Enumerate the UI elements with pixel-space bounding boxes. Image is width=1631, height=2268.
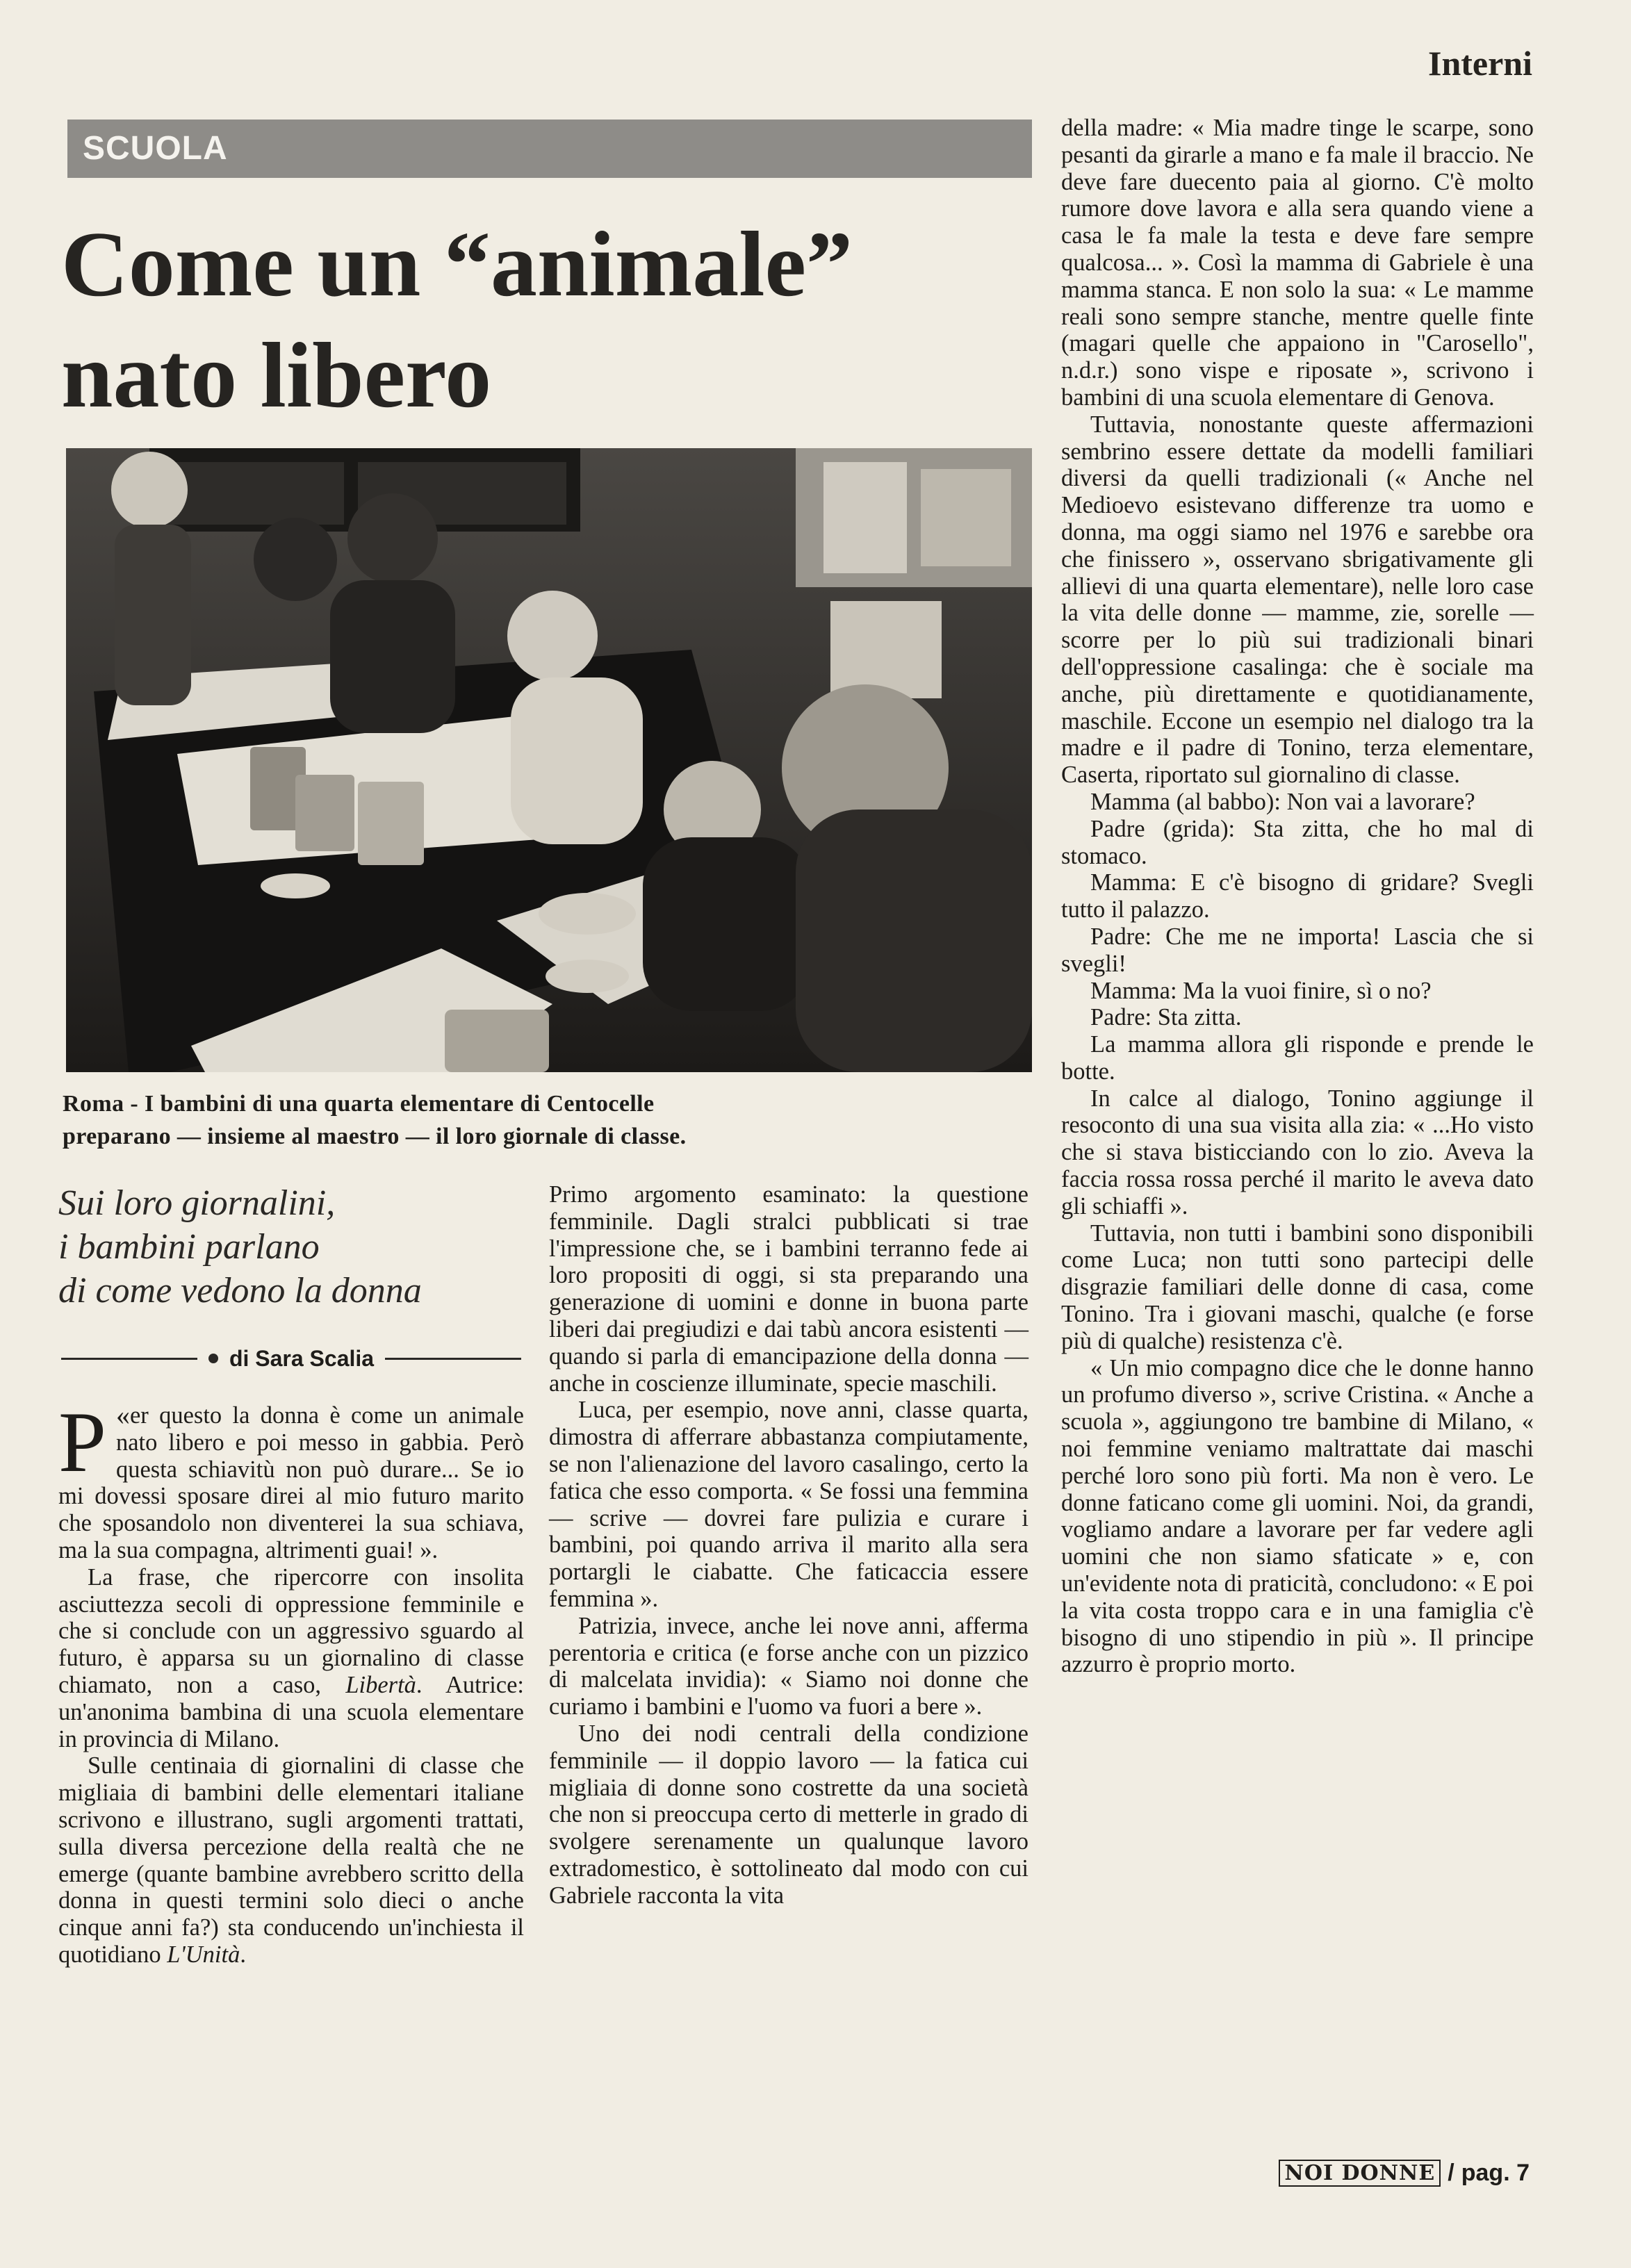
article-column-3 [1061, 115, 1534, 1678]
standfirst-line-3: di come vedono la donna [58, 1271, 422, 1310]
article-title [61, 208, 1034, 431]
title-line-1: Come un “animale” [61, 213, 853, 315]
dialog-line: Padre: Sta zitta. [1090, 1004, 1242, 1031]
paragraph: « Un mio compagno dice che le donne hanno un profumo diverso », scrive Cristina. « Anche a scuola », aggiungono tre bambine di Milano, « noi femmine veniamo maltrattate dai maschi perché loro sono più forti. Ma non è vero. Le donne faticano come gli uomini. Noi, da grandi, vogliamo andare a lavorare per far vedere agli uomini che non siamo sfaticate » e, con un'evidente nota di praticità, concludono: « E poi la vita costa troppo cara e in una famiglia c'è bisogno di uno stipendio in più ». Il principe azzurro è proprio morto. [1061, 1354, 1534, 1678]
dialog-line: Mamma: E c'è bisogno di gridare? Svegli tutto il palazzo. [1061, 869, 1534, 923]
newspaper-title: Libertà [345, 1671, 416, 1698]
dialog-line: Padre: Che me ne importa! Lascia che si svegli! [1061, 923, 1534, 977]
page-number: pag. 7 [1461, 2160, 1530, 2186]
paragraph-text: . Autrice: un'anonima bambina di una scuola elementare in provincia di Milano. [58, 1671, 524, 1752]
classroom-photo [66, 448, 1032, 1072]
footer-separator: / [1448, 2160, 1454, 2186]
article-column-1 [58, 1395, 524, 1969]
paragraph: La mamma allora gli risponde e prende le botte. [1061, 1031, 1534, 1085]
standfirst-line-2: i bambini parlano [58, 1227, 320, 1267]
page-footer [1279, 2160, 1530, 2187]
byline [61, 1341, 521, 1376]
paragraph-text: La frase, che ripercorre con insolita asciuttezza secoli di oppressione femminile e che si conclude con un aggressivo sguardo al futuro, è apparsa su un giornalino di classe chiamato, non a caso, [58, 1563, 524, 1698]
caption-line-2: preparano — insieme al maestro — il loro giornale di classe. [63, 1124, 687, 1149]
title-line-2: nato libero [61, 324, 492, 427]
paragraph: Patrizia, invece, anche lei nove anni, afferma perentoria e critica (e forse anche con un pizzico di malcelata invidia): « Siamo noi donne che curiamo i bambini e l'uomo va fuori a bere ». [549, 1612, 1028, 1720]
paragraph: Tuttavia, nonostante queste affermazioni sembrino essere dettate da modelli familiari diversi da quelli tradizionali (« Anche nel Medioevo esistevano differenze tra uomo e donna, ma oggi siamo nel 1976 e sarebbe ora che finissero », osservano sbrigativamente gli allievi di una quarta elementare), nelle loro case la vita delle donne — mamme, zie, sorelle — scorre per lo più sui tradizionali binari dell'oppressione casalinga: che è sociale ma anche, più direttamente e quotidianamente, maschile. Eccone un esempio nel dialogo tra la madre e il padre di Tonino, terza elementare, Caserta, riportato sul giornalino di classe. [1061, 411, 1534, 789]
paragraph: della madre: « Mia madre tinge le scarpe, sono pesanti da girarle a mano e fa male il braccio. Ne deve fare duecento paia al giorno. C'è molto rumore dove lavora e alla sera quando viene a casa le fa male la testa e deve fare sempre qualcosa... ». Così la mamma di Gabriele è una mamma stanca. E non solo la sua: « Le mamme reali sono sempre stanche, mentre quelle finte (magari quelle che appaiono in "Carosello", n.d.r.) sono vispe e riposate », scrivono i bambini di una scuola elementare di Genova. [1061, 115, 1534, 411]
paragraph [58, 1752, 524, 1968]
paragraph-text: Sulle centinaia di giornalini di classe che migliaia di bambini delle elementari italiane scrivono e illustrano, sugli argomenti trattati, sulla diversa percezione della realtà che ne emerge (quante bambine avrebbero scritto della donna in questi termini solo dieci o anche cinque anni fa?) sta conducendo un'inchiesta il quotidiano [58, 1752, 524, 1968]
paragraph: Uno dei nodi centrali della condizione femminile — il doppio lavoro — la fatica cui migliaia di donne sono costrette da una società che non si preoccupa certo di metterle in grado di svolgere serenamente un qualunque lavoro extradomestico, è sottolineato dal modo con cui Gabriele racconta la vita [549, 1720, 1028, 1909]
paragraph-text: er questo la donna è come un animale nato libero e poi messo in gabbia. Però questa schiavitù non può durare... Se io mi dovessi sposare direi al mio futuro marito che sposandolo non diventerei la sua schiava, ma la sua compagna, altrimenti guai! ». [58, 1402, 524, 1563]
classroom-photo-illustration [66, 448, 1032, 1072]
paragraph [58, 1395, 524, 1564]
paragraph: Tuttavia, non tutti i bambini sono disponibili come Luca; non tutti sono partecipi delle disgrazie familiari delle donne di casa, come Tonino. Tra i giovani maschi, qualche (e forse più di qualche) resistenza c'è. [1061, 1219, 1534, 1354]
paragraph: In calce al dialogo, Tonino aggiunge il resoconto di una sua visita alla zia: « ...Ho visto che si stava bisticciando con lo zio. Aveva la faccia rossa rossa perché il marito le aveva dato gli schiaffi ». [1061, 1085, 1534, 1219]
dialog-line: Mamma (al babbo): Non vai a lavorare? [1090, 788, 1475, 815]
dialog-line: Padre (grida): Sta zitta, che ho mal di stomaco. [1061, 815, 1534, 869]
photo-caption [63, 1087, 1035, 1153]
bullet-icon [208, 1354, 218, 1363]
paragraph-text: . [240, 1941, 246, 1968]
standfirst [58, 1181, 517, 1313]
newspaper-title: L'Unità [167, 1941, 240, 1968]
paragraph [58, 1564, 524, 1753]
standfirst-line-1: Sui loro giornalini, [58, 1183, 336, 1223]
article-column-2 [549, 1181, 1028, 1909]
paragraph: Primo argomento esaminato: la questione femminile. Dagli stralci pubblicati si trae l'impressione che, se i bambini terranno fede ai loro propositi di oggi, si sta preparando una generazione di uomini e donne in buona parte liberi dai pregiudizi e dai tabù ancora esistenti — quando si parla di emancipazione della donna — anche in coscienze illuminate, specie maschili. [549, 1181, 1028, 1397]
byline-author: di Sara Scalia [229, 1345, 375, 1371]
paragraph: Luca, per esempio, nove anni, classe quarta, dimostra di afferrare abbastanza compiutamente, se non l'alienazione del lavoro casalingo, certo la fatica che esso comporta. « Se fossi una femmina — scrive — dovrei fare pulizia e curare i bambini, poi quando arriva il marito alla sera portargli le ciabatte. Che faticaccia essere femmina ». [549, 1397, 1028, 1612]
open-quote-icon: « [115, 1399, 130, 1431]
caption-line-1: Roma - I bambini di una quarta elementare di Centocelle [63, 1091, 655, 1117]
dialog-line: Mamma: Ma la vuoi finire, sì o no? [1090, 977, 1432, 1004]
magazine-logo: NOI DONNE [1279, 2160, 1441, 2187]
byline-rule-right [385, 1358, 521, 1360]
byline-rule-left [61, 1358, 197, 1360]
dropcap: P [58, 1395, 106, 1490]
section-tag: SCUOLA [67, 120, 1032, 178]
section-label: Interni [1428, 44, 1532, 83]
